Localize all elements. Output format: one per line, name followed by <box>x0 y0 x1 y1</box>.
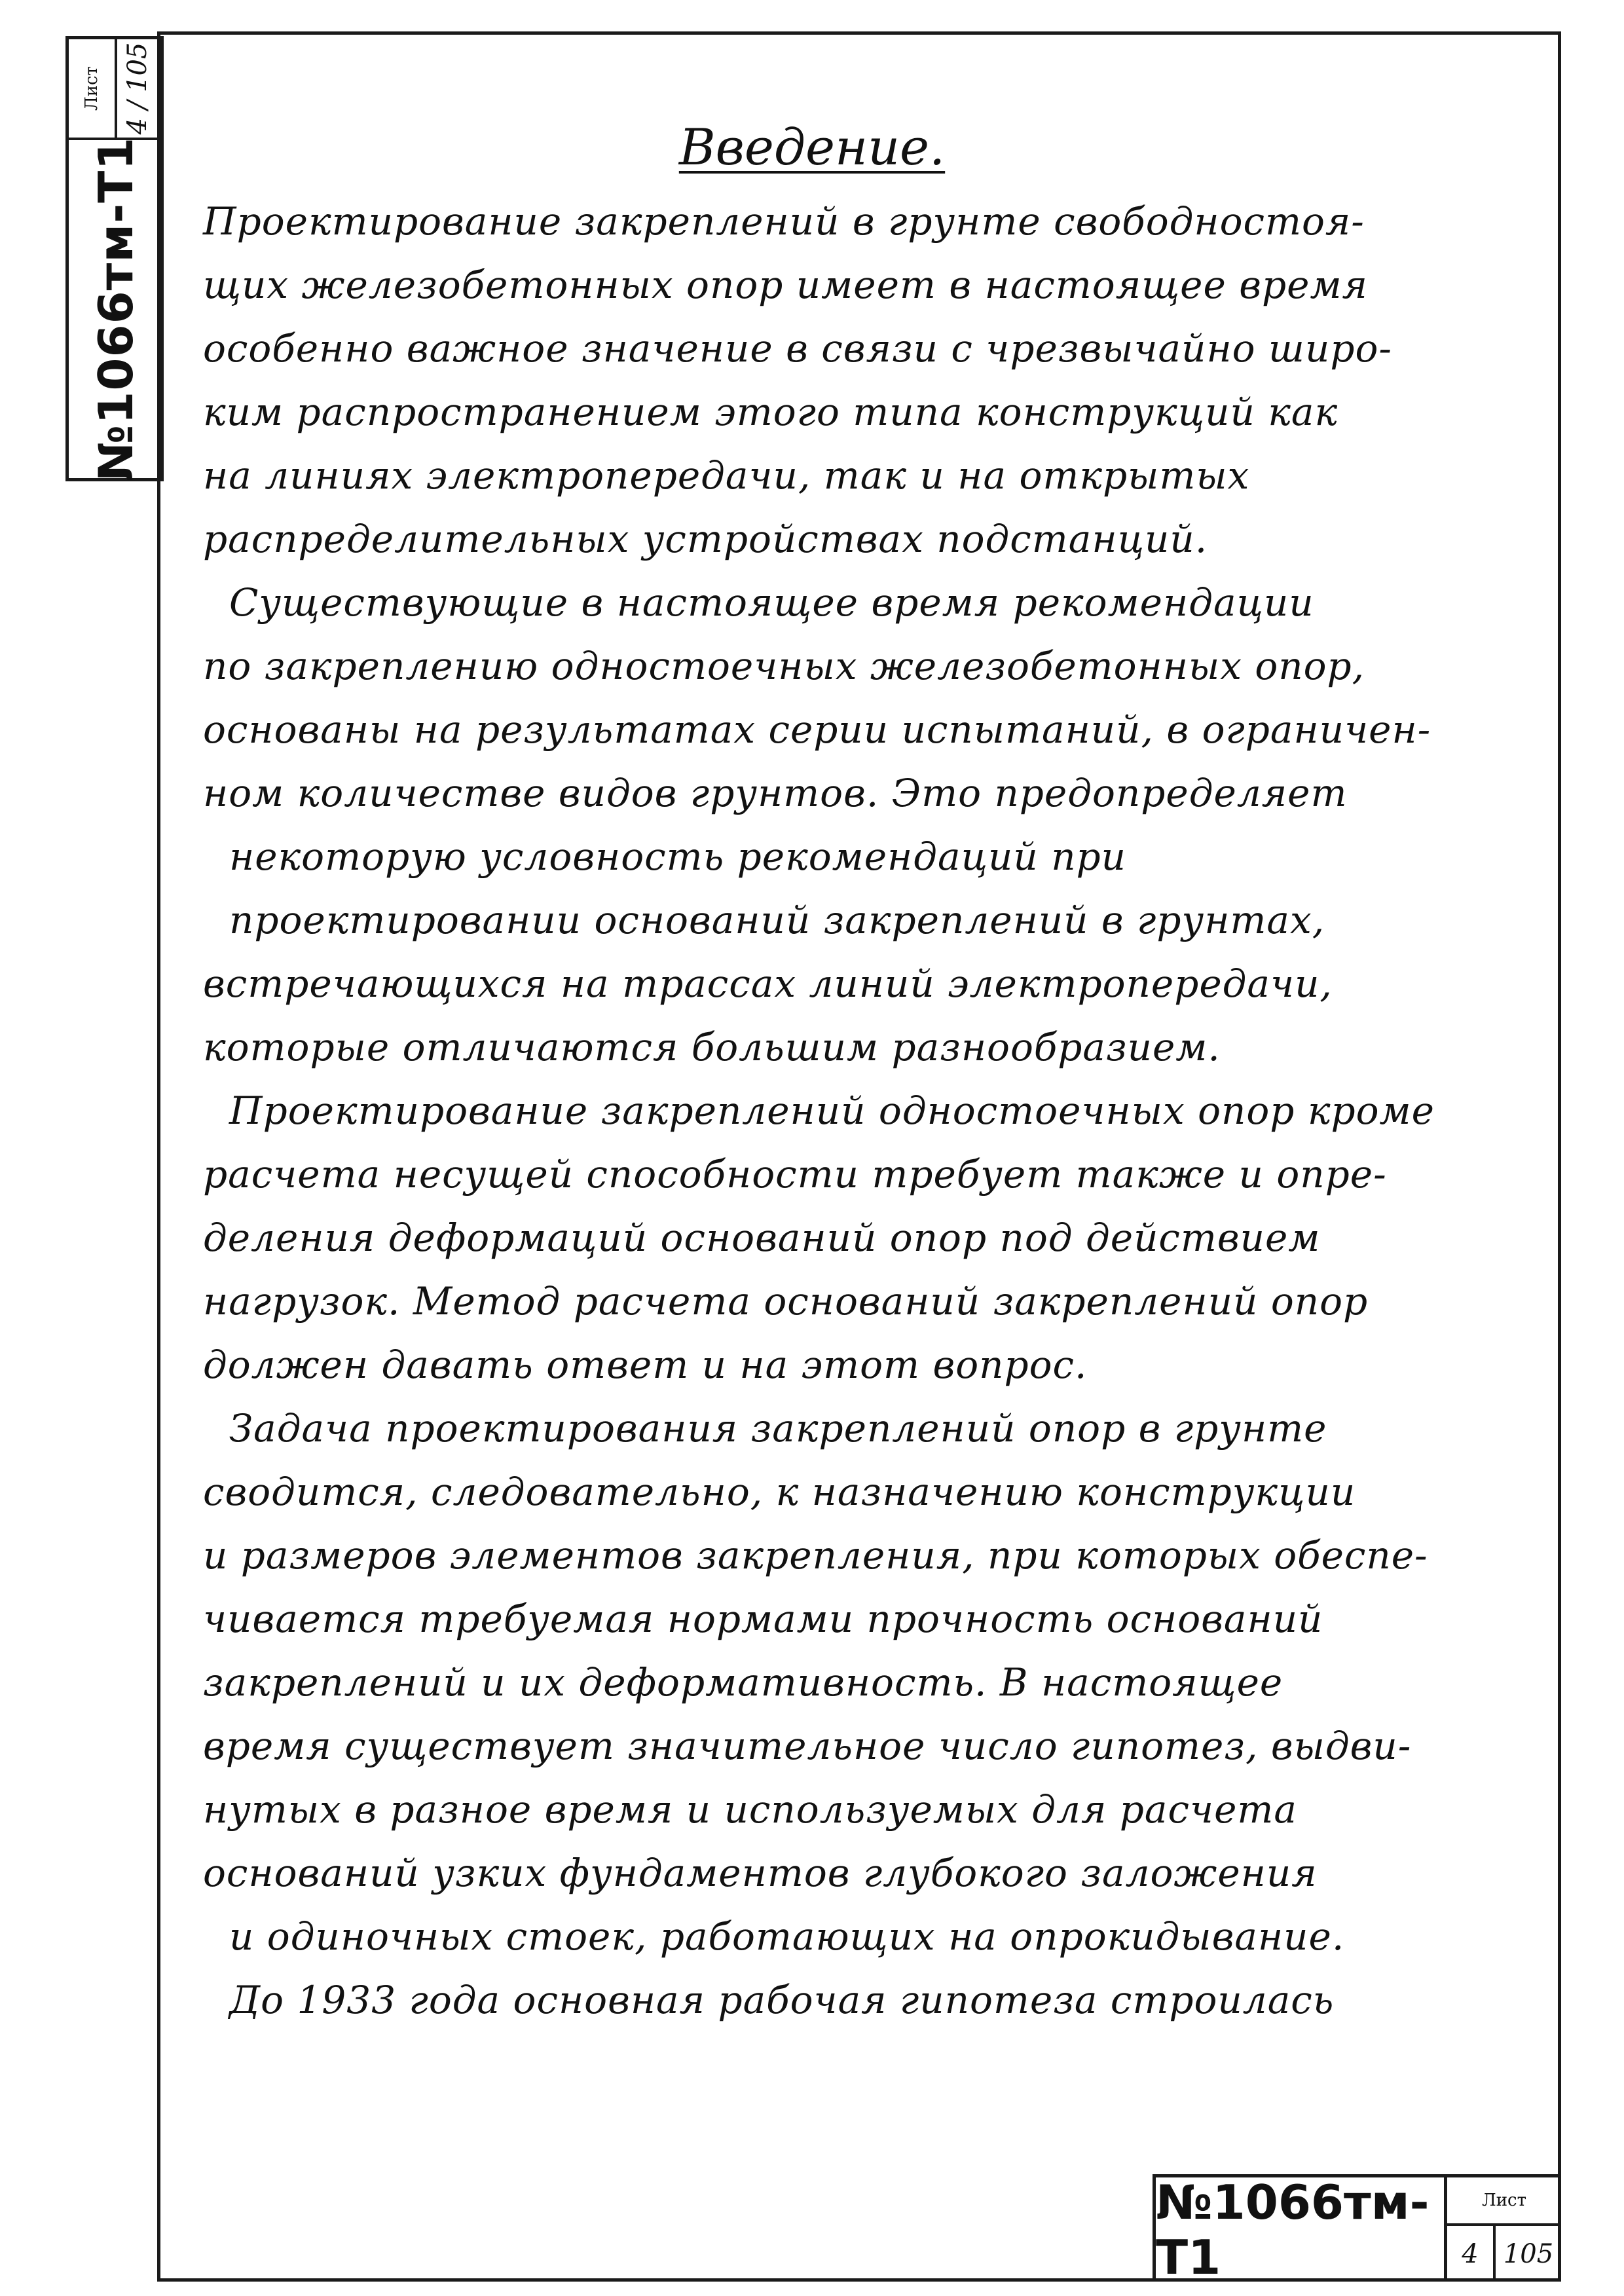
text-line: должен давать ответ и на этот вопрос. <box>203 1342 1088 1387</box>
bottom-stamp-sheet-number: 4 <box>1447 2226 1496 2282</box>
text-line: Проектирование закреплений в грунте свободностоя- <box>203 199 1365 244</box>
text-line: встречающихся на трассах линий электропередачи, <box>203 961 1333 1006</box>
side-stamp-sheet-total-value: 105 <box>122 42 153 92</box>
text-line: нагрузок. Метод расчета оснований закреплений опор <box>203 1279 1369 1324</box>
text-line: нутых в разное время и используемых для расчета <box>203 1787 1297 1832</box>
bottom-stamp-sheet-total: 105 <box>1503 2238 1554 2269</box>
side-stamp <box>65 36 164 481</box>
bottom-stamp <box>1153 2174 1561 2285</box>
text-line: ном количестве видов грунтов. Это предопределяет <box>203 771 1348 815</box>
text-line: чивается требуемая нормами прочность оснований <box>203 1597 1323 1641</box>
page-title-text: Введение. <box>678 118 946 176</box>
side-stamp-sheet-number: 4 / 105 <box>122 42 153 135</box>
text-line: особенно важное значение в связи с чрезвычайно широ- <box>203 326 1392 371</box>
text-line: До 1933 года основная рабочая гипотеза строилась <box>229 1978 1335 2022</box>
text-line: сводится, следовательно, к назначению конструкции <box>203 1470 1356 1514</box>
side-stamp-document-code: №1066тм-Т1 <box>88 136 143 482</box>
text-line: деления деформаций оснований опор под действием <box>203 1215 1321 1260</box>
text-line: и размеров элементов закрепления, при которых обеспе- <box>203 1533 1428 1578</box>
text-line: и одиночных стоек, работающих на опрокидывание. <box>229 1914 1345 1959</box>
text-line: Проектирование закреплений одностоечных опор кроме <box>229 1088 1435 1133</box>
side-stamp-sheet-number-value: 4 <box>122 117 153 135</box>
text-line: по закреплению одностоечных железобетонных опор, <box>203 644 1365 688</box>
text-line: щих железобетонных опор имеет в настоящее время <box>203 263 1368 307</box>
text-line: которые отличаются большим разнообразием. <box>203 1025 1221 1069</box>
text-line: расчета несущей способности требует также и опре- <box>203 1152 1387 1196</box>
text-line: проектировании оснований закреплений в грунтах, <box>229 898 1325 942</box>
text-line: некоторую условность рекомендаций при <box>229 834 1127 879</box>
side-stamp-sheet-label: Лист <box>82 66 101 111</box>
page-title <box>0 118 1624 177</box>
text-line: Задача проектирования закреплений опор в грунте <box>229 1406 1327 1451</box>
text-line: оснований узких фундаментов глубокого заложения <box>203 1851 1318 1895</box>
body-text <box>203 190 1545 2032</box>
text-line: распределительных устройствах подстанций. <box>203 517 1208 561</box>
text-line: на линиях электропередачи, так и на открытых <box>203 453 1250 498</box>
text-line: Существующие в настоящее время рекомендации <box>229 580 1314 625</box>
bottom-stamp-document-code: №1066тм-Т1 <box>1156 2177 1447 2282</box>
text-line: ким распространением этого типа конструкций как <box>203 390 1338 434</box>
text-line: время существует значительное число гипотез, выдви- <box>203 1724 1412 1768</box>
text-line: основаны на результатах серии испытаний, в ограничен- <box>203 707 1431 752</box>
bottom-stamp-sheet-label: Лист <box>1447 2177 1561 2226</box>
text-line: закреплений и их деформативность. В настоящее <box>203 1660 1283 1705</box>
